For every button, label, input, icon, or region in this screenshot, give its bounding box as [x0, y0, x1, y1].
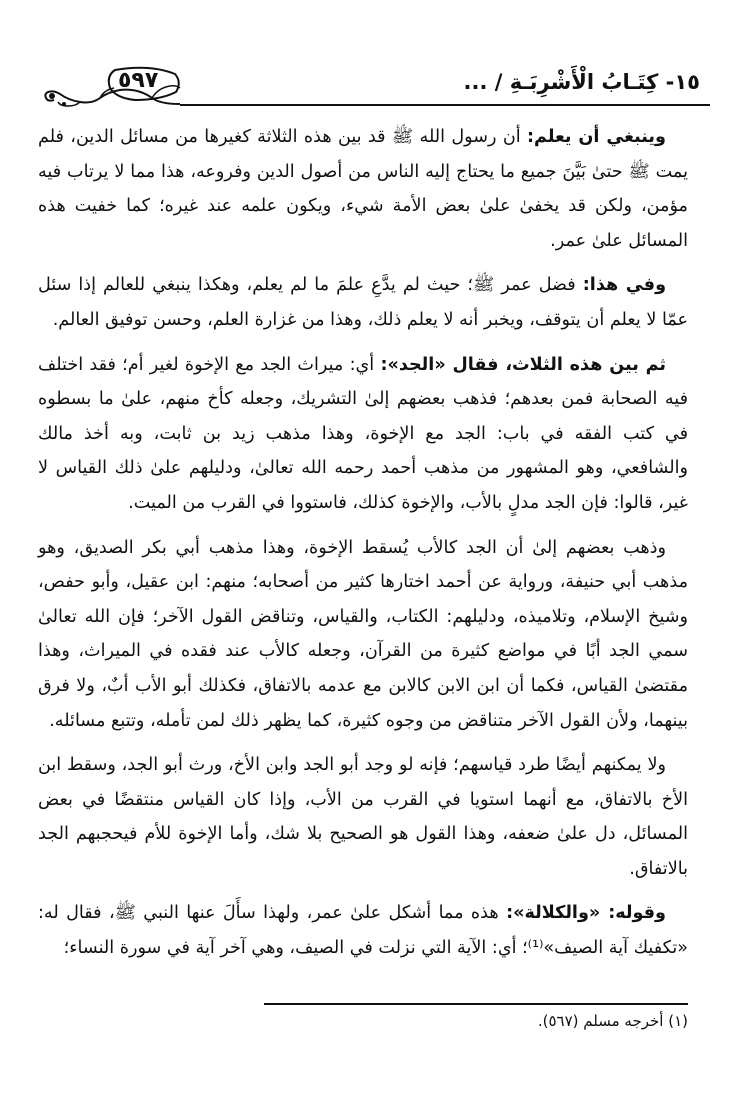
paragraph-lead: وفي هذا: — [582, 275, 667, 296]
paragraph-lead: وينبغي أن يعلم: — [526, 127, 666, 147]
header-rule — [180, 104, 710, 106]
paragraph — [38, 348, 688, 521]
paragraph — [38, 748, 688, 886]
paragraph-lead: ثم بين هذه الثلاث، فقال «الجد»: — [380, 354, 667, 375]
footnote-rule — [264, 1003, 688, 1005]
paragraph-text: فضل عمر ﷺ؛ حيث لم يدَّعِ علمَ ما لم يعلم، وهكذا ينبغي للعالم إذا سئل عمّا لا يعلم أن يتوقف، ويخبر أنه لا يعلم ذلك، وهذا من غزارة العلم، وحسن توفيق العالم. — [38, 275, 688, 330]
running-title: ١٥- كِتَـابُ الْأَشْرِبَـةِ / ... — [463, 70, 700, 94]
paragraph-text: أن رسول الله ﷺ قد بين هذه الثلاثة كغيرها من مسائل الدين، فلم يمت ﷺ حتىٰ بَيَّنَ جميع ما يحتاج إليه الناس من أصول الدين وفروعه، هذا مما لا يرتاب فيه مؤمن، ولكن قد يخفىٰ علىٰ بعض الأمة شيء، ويكون علمه عند غيره؛ كما خفيت هذه المسائل علىٰ عمر. — [38, 127, 688, 251]
paragraph-text: وذهب بعضهم إلىٰ أن الجد كالأب يُسقط الإخوة، وهذا مذهب أبي بكر الصديق، وهو مذهب أبي حنيفة، ورواية عن أحمد اختارها كثير من أصحابه؛ منهم: ابن عقيل، وأبو حفص، وشيخ الإسلام، وتلاميذه، ودليلهم: الكتاب، والقياس، وتناقض القول الآخر؛ فإن الله تعالىٰ سمي الجد أبًا في مواضع كثيرة من القرآن، وجعله كالأب عند فقده في الميراث، وهذا مقتضىٰ القياس، فكما أن ابن الابن كالابن مع عدمه بالاتفاق، فكذلك أبو الأب أبٌ، ولا فرق بينهما، ولأن القول الآخر متناقض من وجوه كثيرة، كما يظهر ذلك لمن تأمله، وتتبع مسائله. — [38, 537, 688, 731]
page-header — [40, 60, 710, 110]
page-number-ornament — [40, 60, 290, 110]
paragraph-text: ولا يمكنهم أيضًا طرد قياسهم؛ فإنه لو وجد أبو الجد وابن الأخ، ورث أبو الجد، وسقط ابن الأخ بالاتفاق، مع أنهما استويا في القرب من الأب، وإذا كان القياس منتقضًا في بعض المسائل، دل علىٰ ضعفه، وهذا القول هو الصحيح بلا شك، وأما الإخوة للأم فيحجبهم الجد بالاتفاق. — [38, 755, 688, 879]
paragraph-text: هذه مما أشكل علىٰ عمر، ولهذا سأَلَ عنها النبي ﷺ، فقال له: «تكفيك آية الصيف»⁽¹⁾؛ أي: الآية التي نزلت في الصيف، وهي آخر آية في سورة النساء؛ — [38, 903, 688, 959]
main-text — [38, 120, 688, 976]
paragraph-lead: وقوله: «والكلالة»: — [506, 903, 666, 924]
paragraph — [38, 531, 688, 739]
paragraph-text: أي: ميراث الجد مع الإخوة لغير أم؛ فقد اختلف فيه الصحابة فمن بعدهم؛ فذهب بعضهم إلىٰ التشريك، وجعله كأخ منهم، علىٰ ما بسطوه في كتب الفقه في باب: الجد مع الإخوة، وهذا مذهب زيد بن ثابت، وبه أخذ مالك والشافعي، وهو المشهور من مذهب أحمد رحمه الله تعالىٰ، ودليلهم علىٰ ذلك القياس لا غير، قالوا: فإن الجد مدلٍ بالأب، والإخوة كذلك، فاستووا في القرب من الميت. — [38, 354, 688, 513]
paragraph — [38, 268, 688, 337]
paragraph — [38, 896, 688, 965]
paragraph — [38, 120, 688, 258]
footnote: (١) أخرجه مسلم (٥٦٧). — [537, 1012, 688, 1030]
page-number: ٥٩٧ — [118, 68, 159, 93]
